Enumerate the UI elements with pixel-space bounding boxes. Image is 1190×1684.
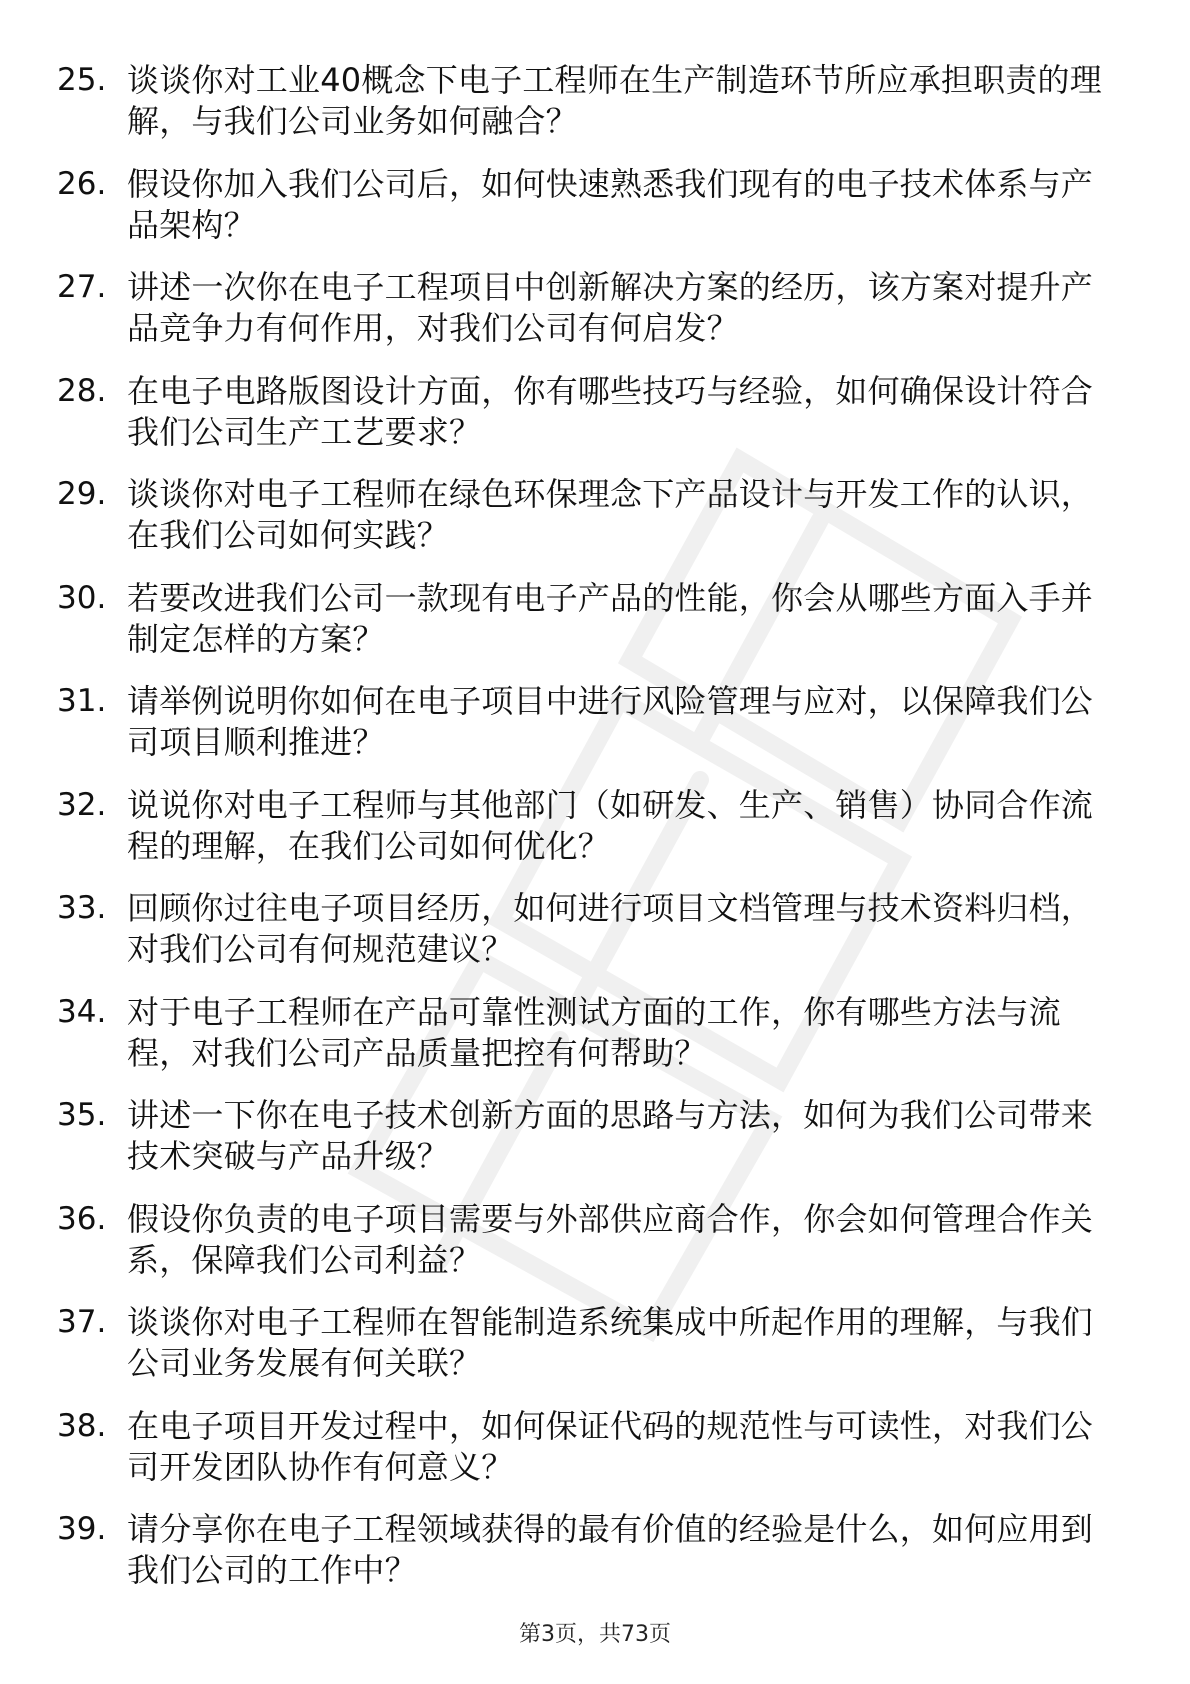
question-item	[0, 462, 1190, 566]
question-number: 30.	[57, 579, 107, 616]
question-text: 请分享你在电子工程领域获得的最有价值的经验是什么，如何应用到我们公司的工作中？	[127, 1510, 1094, 1589]
question-item	[0, 255, 1190, 359]
question-number: 35.	[57, 1097, 107, 1133]
question-text: 谈谈你对电子工程师在绿色环保理念下产品设计与开发工作的认识，在我们公司如何实践？	[127, 475, 1094, 554]
question-text: 讲述一下你在电子技术创新方面的思路与方法，如何为我们公司带来技术突破与产品升级？	[127, 1096, 1094, 1175]
question-number: 37.	[57, 1304, 107, 1340]
question-text: 假设你加入我们公司后，如何快速熟悉我们现有的电子技术体系与产品架构？	[127, 164, 1094, 244]
question-list	[0, 48, 1190, 1601]
page-number-label: 第3页，共73页	[519, 1622, 671, 1647]
question-number: 25.	[57, 62, 107, 98]
question-number: 28.	[57, 372, 107, 409]
question-item	[0, 48, 1190, 152]
question-number: 33.	[57, 890, 107, 926]
page-footer	[0, 1620, 1190, 1650]
question-item	[0, 1290, 1190, 1394]
question-item	[0, 876, 1190, 980]
question-text: 说说你对电子工程师与其他部门（如研发、生产、销售）协同合作流程的理解，在我们公司如何优化？	[127, 785, 1094, 865]
question-number: 39.	[57, 1511, 107, 1547]
question-number: 36.	[57, 1200, 107, 1237]
question-item	[0, 152, 1190, 256]
question-number: 29.	[57, 476, 107, 512]
question-text: 谈谈你对工业40概念下电子工程师在生产制造环节所应承担职责的理解，与我们公司业务如何融合？	[127, 61, 1102, 140]
question-number: 38.	[57, 1407, 107, 1444]
question-text: 在电子项目开发过程中，如何保证代码的规范性与可读性，对我们公司开发团队协作有何意义？	[127, 1406, 1094, 1486]
question-number: 31.	[57, 683, 107, 719]
question-item	[0, 1394, 1190, 1498]
question-text: 假设你负责的电子项目需要与外部供应商合作，你会如何管理合作关系，保障我们公司利益？	[127, 1199, 1094, 1279]
question-text: 讲述一次你在电子工程项目中创新解决方案的经历，该方案对提升产品竞争力有何作用，对我们公司有何启发？	[127, 268, 1094, 347]
question-text: 若要改进我们公司一款现有电子产品的性能，你会从哪些方面入手并制定怎样的方案？	[127, 578, 1094, 658]
question-item	[0, 669, 1190, 773]
question-item	[0, 566, 1190, 670]
question-number: 32.	[57, 786, 107, 823]
question-text: 在电子电路版图设计方面，你有哪些技巧与经验，如何确保设计符合我们公司生产工艺要求？	[127, 371, 1094, 451]
question-item	[0, 1497, 1190, 1601]
question-text: 对于电子工程师在产品可靠性测试方面的工作，你有哪些方法与流程，对我们公司产品质量把控有何帮助？	[127, 992, 1061, 1072]
question-text: 谈谈你对电子工程师在智能制造系统集成中所起作用的理解，与我们公司业务发展有何关联？	[127, 1303, 1094, 1382]
question-text: 请举例说明你如何在电子项目中进行风险管理与应对，以保障我们公司项目顺利推进？	[127, 682, 1094, 761]
question-text: 回顾你过往电子项目经历，如何进行项目文档管理与技术资料归档，对我们公司有何规范建议？	[127, 889, 1094, 968]
question-number: 34.	[57, 993, 107, 1030]
question-number: 27.	[57, 269, 107, 305]
question-item	[0, 359, 1190, 463]
question-item	[0, 1083, 1190, 1187]
question-number: 26.	[57, 165, 107, 202]
question-item	[0, 980, 1190, 1084]
question-item	[0, 773, 1190, 877]
question-item	[0, 1187, 1190, 1291]
